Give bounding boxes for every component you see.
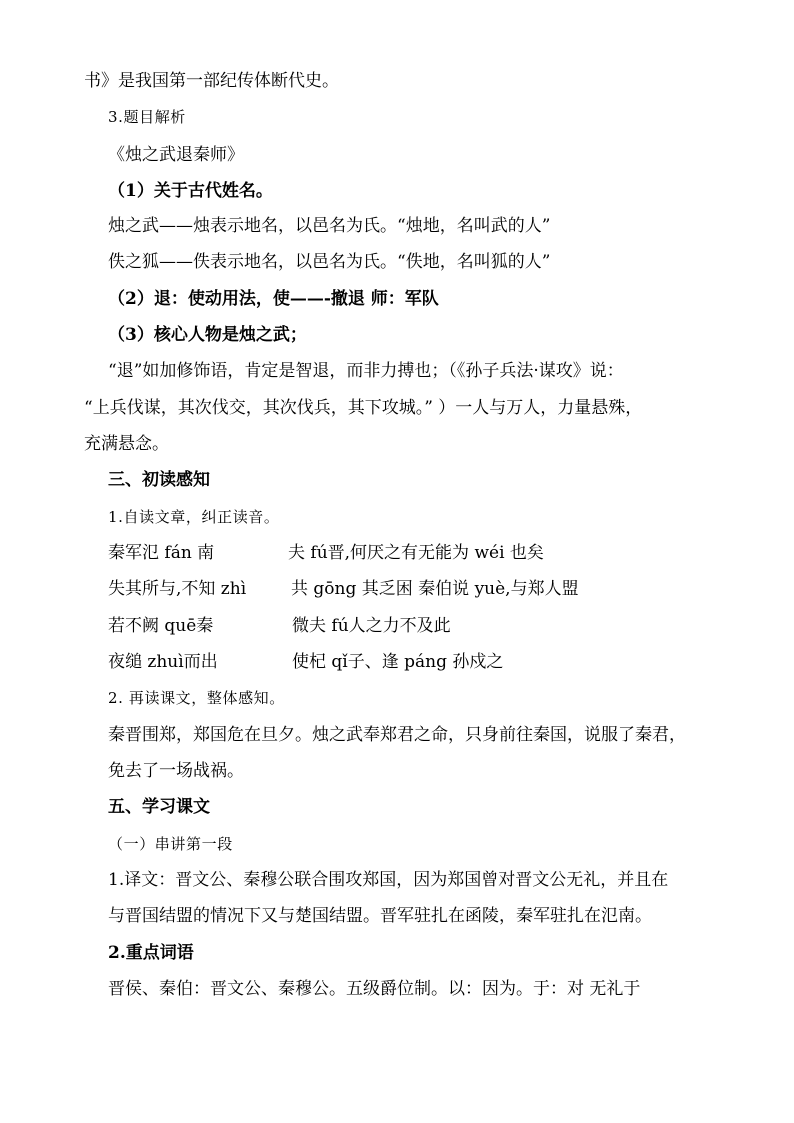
text-line: 烛之武——烛表示地名，以邑名为氏。“烛地，名叫武的人”	[108, 216, 551, 236]
text-line: 秦晋围郑，郑国危在旦夕。烛之武奉郑君之命，只身前往秦国，说服了秦君，	[108, 725, 686, 745]
pronunciation-row	[108, 577, 579, 601]
subheading-title-analysis: 3.题目解析	[108, 108, 186, 126]
text-line: 晋侯、秦伯：晋文公、秦穆公。五级爵位制。以：因为。于：对 无礼于	[108, 979, 641, 999]
text-line: 与晋国结盟的情况下又与楚国结盟。晋军驻扎在函陵，秦军驻扎在氾南。	[108, 906, 652, 926]
pronunciation-row	[108, 614, 451, 638]
section-heading: 五、学习课文	[108, 797, 210, 817]
text-line: 佚之狐——佚表示地名，以邑名为氏。“佚地，名叫狐的人”	[108, 252, 551, 272]
pronunciation-item: 失其所与,不知 zhì	[108, 579, 247, 599]
pronunciation-row	[108, 650, 503, 674]
translation-line: 1.译文：晋文公、秦穆公联合围攻郑国，因为郑国曾对晋文公无礼，并且在	[108, 870, 669, 890]
text-line: 免去了一场战祸。	[108, 761, 244, 781]
text-line: 充满悬念。	[84, 434, 169, 454]
pronunciation-item: 使杞 qǐ子、逢 páng 孙戍之	[292, 652, 504, 672]
pronunciation-item: 夜缒 zhuì而出	[108, 652, 218, 672]
point-heading: （1）关于古代姓名。	[108, 181, 273, 201]
subheading-step: 2. 再读课文，整体感知。	[108, 689, 285, 707]
subheading-step: （一）串讲第一段	[108, 835, 233, 853]
pronunciation-item: 共 gōng 其乏困 秦伯说 yuè,与郑人盟	[291, 579, 579, 599]
text-line: 《烛之武退秦师》	[108, 145, 244, 165]
subheading-step: 1.自读文章，纠正读音。	[108, 508, 280, 526]
point-heading: 2.重点词语	[108, 943, 194, 963]
pronunciation-item: 夫 fú晋,何厌之有无能为 wéi 也矣	[288, 543, 544, 563]
text-line: “上兵伐谋，其次伐交，其次伐兵，其下攻城。” ）一人与万人，力量悬殊，	[84, 398, 643, 418]
point-heading: （3）核心人物是烛之武；	[108, 325, 307, 345]
point-heading: （2）退：使动用法，使——-撤退 师：军队	[108, 289, 439, 309]
pronunciation-item: 秦军氾 fán 南	[108, 543, 215, 563]
text-line: “退”如加修饰语，肯定是智退，而非力搏也；（《孙子兵法·谋攻》说：	[108, 361, 624, 381]
pronunciation-item: 若不阙 quē秦	[108, 616, 214, 636]
section-heading: 三、初读感知	[108, 470, 210, 490]
pronunciation-row	[108, 541, 544, 565]
pronunciation-item: 微夫 fú人之力不及此	[292, 616, 451, 636]
text-line: 书》是我国第一部纪传体断代史。	[84, 71, 339, 91]
